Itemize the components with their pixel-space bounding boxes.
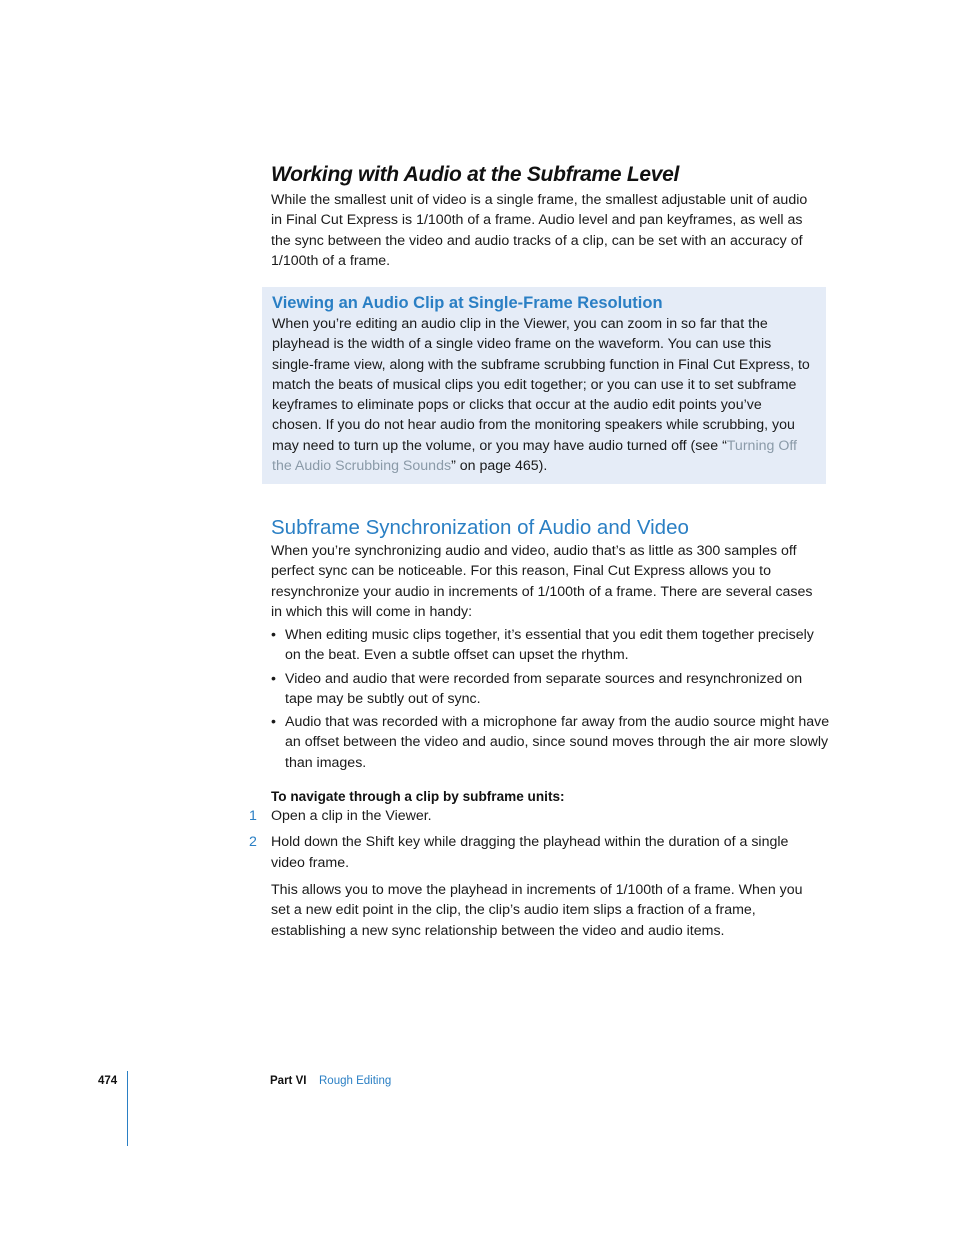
sync-section-title: Subframe Synchronization of Audio and Video bbox=[271, 516, 689, 539]
step-result: This allows you to move the playhead in increments of 1/100th of a frame. When you set a new edit point in the clip, the clip’s audio item slips a fraction of a frame, establishing a new sync relationship between the video and audio items. bbox=[271, 882, 803, 939]
bullet-icon: • bbox=[271, 714, 276, 731]
section-intro: While the smallest unit of video is a single frame, the smallest adjustable unit of audio in Final Cut Express is 1/100th of a frame. Audio level and pan keyframes, as well as the sync between the video and audio tracks of a clip, can be set with an accuracy of 1/100th of a frame. bbox=[271, 192, 808, 269]
list-item bbox=[271, 625, 831, 666]
step-list bbox=[249, 806, 819, 879]
sync-intro: When you’re synchronizing audio and video, audio that’s as little as 300 samples off perfect sync can be noticeable. For this reason, Final Cut Express allows you to resynchronize your audio in increments of 1/100th of a frame. There are several cases in which this will come in handy: bbox=[271, 543, 813, 620]
note-body bbox=[272, 314, 812, 476]
task-title: To navigate through a clip by subframe units: bbox=[271, 789, 565, 804]
note-title: Viewing an Audio Clip at Single-Frame Resolution bbox=[272, 294, 663, 312]
step-text: Hold down the Shift key while dragging the playhead within the duration of a single video frame. bbox=[271, 834, 789, 871]
part-label: Part VI bbox=[270, 1075, 307, 1087]
note-body-text: When you’re editing an audio clip in the Viewer, you can zoom in so far that the playhead is the width of a single video frame on the waveform. You can use this single-frame view, along with the subframe scrubbing function in Final Cut Express, to match the beats of musical clips you edit together; or you can use it to set subframe keyframes to eliminate pops or clicks that occur at the audio edit points you’ve chosen. If you do not hear audio from the monitoring speakers while scrubbing, you may need to turn up the volume, or you may have audio turned off (see “ bbox=[272, 316, 810, 454]
note-body-text-end: ” on page 465). bbox=[451, 458, 548, 475]
footer-divider bbox=[127, 1071, 128, 1146]
step-item bbox=[249, 832, 819, 873]
bullet-icon: • bbox=[271, 627, 276, 643]
step-item bbox=[249, 806, 819, 826]
step-text: Open a clip in the Viewer. bbox=[271, 808, 432, 824]
part-name: Rough Editing bbox=[319, 1075, 392, 1087]
list-item-text: Audio that was recorded with a microphone far away from the audio source might have an offset between the video and audio, since sound moves through the air more slowly than images. bbox=[285, 714, 830, 771]
cross-reference-link[interactable]: Turning Off the Audio Scrubbing Sounds bbox=[272, 437, 797, 475]
list-item bbox=[271, 712, 831, 773]
list-item-text: Video and audio that were recorded from separate sources and resynchronized on tape may be subtly out of sync. bbox=[285, 670, 803, 707]
note-box bbox=[262, 287, 826, 484]
step-number: 1 bbox=[249, 808, 257, 824]
step-number: 2 bbox=[249, 834, 257, 851]
page-number: 474 bbox=[98, 1075, 118, 1087]
list-item-text: When editing music clips together, it’s essential that you edit them together precisely on the beat. Even a subtle offset can upset the rhythm. bbox=[285, 627, 814, 664]
section-title: Working with Audio at the Subframe Level bbox=[271, 163, 680, 186]
bullet-list bbox=[271, 625, 831, 776]
list-item bbox=[271, 669, 831, 710]
bullet-icon: • bbox=[271, 670, 276, 687]
